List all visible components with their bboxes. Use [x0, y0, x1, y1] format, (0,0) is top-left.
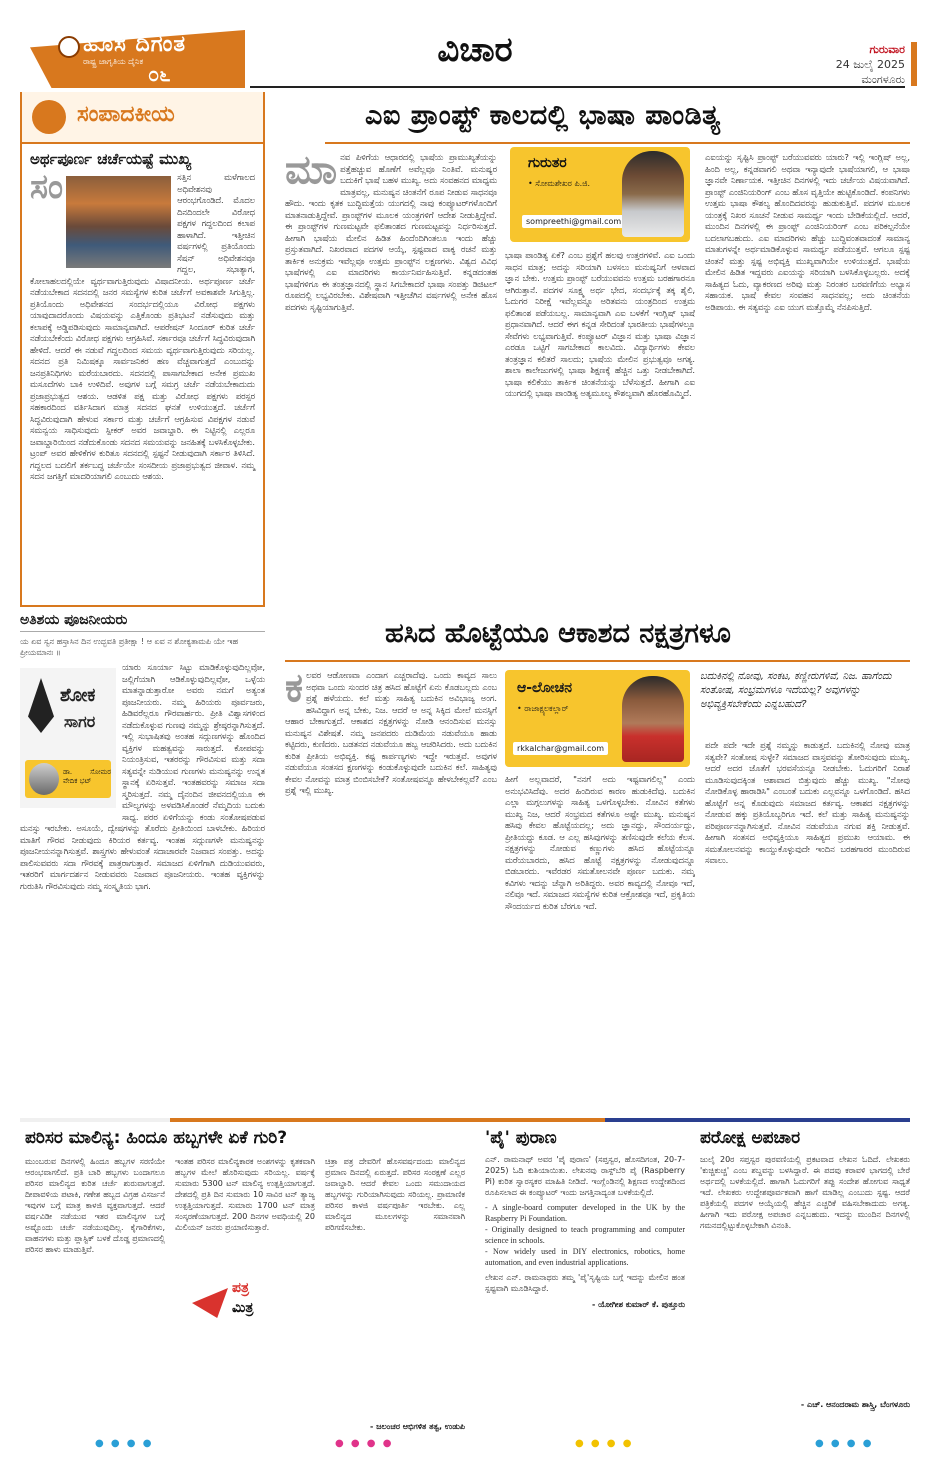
subhashita-body-wrap	[20, 662, 265, 1092]
subhashita-body: ಯಾರು ಸೂರ್ಯಾ ಸಿಟ್ಟು ಮಾಡಿಕೊಳ್ಳುವುದಿಲ್ಲವೋ, ಜಲ್ಲಿಗೆಯಾಗಿ ಆಡಿಕೊಳ್ಳುವುದಿಲ್ಲವೋ, ಒಳ್ಳೆಯ ಮಾತನ್ನಾಡುತ್ತಾರೋ ಅವರು ನಮಗೆ ಅತ್ಯಂತ ಪೂಜನೀಯರು. ನಮ್ಮ ಹಿರಿಯರು ಪೂರ್ವಜರು, ಹಿಡಿವರೆಲ್ಲರೂ ಗೌರವಾರ್ಹರು. ಪ್ರೀತಿ ವಿಶ್ವಾಸಗಳಿಂದ ನಡೆದುಕೊಳ್ಳುವ ಗುಣವು ನಮ್ಮನ್ನು ಶ್ರೇಷ್ಠರನ್ನಾಗಿಸುತ್ತದೆ. ಇಲ್ಲಿ ಸುಭಾಷಿತವು ಅಂತಹ ಸದ್ಗುಣಗಳನ್ನು ಹೊಂದಿದ ವ್ಯಕ್ತಿಗಳ ಮಹತ್ವವನ್ನು ಸಾರುತ್ತದೆ. ಕೋಪವನ್ನು ನಿಯಂತ್ರಿಸುವ, ಇತರರನ್ನು ಗೌರವಿಸುವ ಮತ್ತು ಸದಾ ಸತ್ಯವನ್ನೇ ನುಡಿಯುವ ಗುಣಗಳು ಮನುಷ್ಯನನ್ನು ಉನ್ನತ ಸ್ಥಾನಕ್ಕೆ ಏರಿಸುತ್ತವೆ. ಇಂತಹವರನ್ನು ಸಮಾಜ ಸದಾ ಸ್ಮರಿಸುತ್ತದೆ. ನಮ್ಮ ದೈನಂದಿನ ಜೀವನದಲ್ಲಿಯೂ ಈ ಮೌಲ್ಯಗಳನ್ನು ಅಳವಡಿಸಿಕೊಂಡರೆ ನೆಮ್ಮದಿಯ ಬದುಕು ಸಾಧ್ಯ. ಪರರ ಏಳಿಗೆಯನ್ನು ಕಂಡು ಸಂತೋಷಪಡುವ ಮನಸ್ಸು ಇರಬೇಕು. ಅಸೂಯೆ, ದ್ವೇಷಗಳನ್ನು ತೊರೆದು ಪ್ರೀತಿಯಿಂದ ಬಾಳಬೇಕು. ಹಿರಿಯರ ಮಾತಿಗೆ ಗೌರವ ನೀಡುವುದು ಕಿರಿಯರ ಕರ್ತವ್ಯ. ಇಂತಹ ಸದ್ಗುಣಗಳೇ ಮನುಷ್ಯನನ್ನು ಪೂಜನೀಯನನ್ನಾಗಿಸುತ್ತವೆ. ಶಾಸ್ತ್ರಗಳು ಹೇಳುವಂತೆ ಸದಾಚಾರವೇ ನಿಜವಾದ ಸಂಪತ್ತು. ಅದನ್ನು ಪಾಲಿಸುವವರು ಸದಾ ಗೌರವಕ್ಕೆ ಪಾತ್ರರಾಗುತ್ತಾರೆ. ಸಮಾಜದ ಏಳಿಗೆಗಾಗಿ ದುಡಿಯುವವರು, ಇತರರಿಗೆ ಮಾರ್ಗದರ್ಶನ ನೀಡುವವರು ನಿಜವಾದ ಪೂಜನೀಯರು. ಇಂತಹ ವ್ಯಕ್ತಿಗಳನ್ನು ಗುರುತಿಸಿ ಗೌರವಿಸುವುದು ನಮ್ಮ ಸಂಸ್ಕೃತಿಯ ಭಾಗ.	[20, 662, 265, 891]
lead-dropcap: ಮಾ	[285, 152, 338, 193]
letter-pi-point-2: - Originally designed to teach programming and computer science in schools.	[485, 1225, 685, 1245]
second-author-email[interactable]: rkkalchar@gmail.com	[513, 742, 608, 755]
second-column-2	[505, 774, 695, 1110]
parliament-photo	[66, 176, 171, 268]
shoka-author-tag	[25, 760, 111, 798]
pen-nib-icon	[28, 678, 54, 733]
letter-pollution-signature: - ಜಲಂಚರ ಆಭಿಗಳಿತ ತತ್ವ, ಉಡುಪಿ	[370, 1422, 465, 1431]
letter-pi-body-2: ಲೇಖನ ಎನ್. ರಾಮನಾಥರು ತಮ್ಮ 'ಪೈ'ಸೃಷ್ಟಿಯ ಬಗ್ಗೆ ಇದನ್ನು ಮೇಲಿನ ಹಂತ ಸ್ಪಷ್ಟವಾಗಿ ಮೂಡಿಸಿದ್ದಾರೆ.	[485, 1273, 685, 1293]
dateline-bar	[911, 42, 917, 86]
second-column-3	[705, 740, 910, 1110]
lead-headline: ಎಐ ಪ್ರಾಂಪ್ಟ್ ಕಾಲದಲ್ಲಿ ಭಾಷಾ ಪಾಂಡಿತ್ಯ	[365, 100, 721, 131]
shoka-sagara-badge	[20, 668, 116, 808]
letter-pollution-col3: ಚಿತ್ರಾ ಪತ್ರ ದೇವರಿಗೆ ಹೊಸವರ್ಷದಂದು ಮಾಲಿನ್ಯದ ಪ್ರಮಾಣ ದಿನದಲ್ಲಿ ಏರುತ್ತದೆ. ಪರಿಸರ ಸಂರಕ್ಷಣೆ ಎಲ್ಲರ ಜವಾಬ್ದಾರಿ. ಆದರೆ ಕೇವಲ ಒಂದು ಸಮುದಾಯದ ಹಬ್ಬಗಳನ್ನು ಗುರಿಯಾಗಿಸುವುದು ಸರಿಯಲ್ಲ. ಪ್ರಾಮಾಣಿಕ ಪರಿಸರ ಕಾಳಜಿ ವರ್ಷಪೂರ್ತಿ ಇರಬೇಕು. ಎಲ್ಲ ಮಾಲಿನ್ಯದ ಮೂಲಗಳನ್ನು ಸಮಾನವಾಗಿ ಪರಿಗಣಿಸಬೇಕು.	[325, 1157, 465, 1232]
letter-pollution-col1: ಮುಂಬರುವ ದಿನಗಳಲ್ಲಿ ಹಿಂದೂ ಹಬ್ಬಗಳ ಸರಣಿಯೇ ಆರಂಭವಾಗಲಿದೆ. ಪ್ರತಿ ಬಾರಿ ಹಬ್ಬಗಳು ಬಂದಾಗಲೂ ಪರಿಸರ ಮಾಲಿನ್ಯದ ಕುರಿತ ಚರ್ಚೆ ಶುರುವಾಗುತ್ತದೆ. ದೀಪಾವಳಿಯ ಪಟಾಕಿ, ಗಣೇಶ ಹಬ್ಬದ ವಿಗ್ರಹ ವಿಸರ್ಜನೆ ಇವುಗಳ ಬಗ್ಗೆ ಮಾತ್ರ ಕಾಳಜಿ ವ್ಯಕ್ತವಾಗುತ್ತದೆ. ಆದರೆ ವರ್ಷವಿಡೀ ನಡೆಯುವ ಇತರ ಮಾಲಿನ್ಯಗಳ ಬಗ್ಗೆ ಅಷ್ಟೊಂದು ಚರ್ಚೆ ನಡೆಯುವುದಿಲ್ಲ. ಕೈಗಾರಿಕೆಗಳು, ವಾಹನಗಳು ಮತ್ತು ಪ್ಲಾಸ್ಟಿಕ್ ಬಳಕೆ ದೊಡ್ಡ ಪ್ರಮಾಣದಲ್ಲಿ ಪರಿಸರ ಹಾಳು ಮಾಡುತ್ತಿವೆ.	[25, 1157, 165, 1254]
lead-column-name: ಗುರುತರ	[528, 155, 567, 171]
second-pullquote: ಬದುಕಿನಲ್ಲಿ ನೋವು, ಸಂಕಟ, ಕಣ್ಣೀರುಗಳಿವೆ, ನಿಜ. ಹಾಗೆಂದು ಸಂತೋಷ, ಸಂಭ್ರಮಗಳೂ ಇದೆಯಲ್ಲ? ಅವುಗಳನ್ನು ಅಭಿವ್ಯಕ್ತಿಸಬೇಕೆಂದು ಎನ್ನಬಹುದೆ?	[700, 671, 892, 710]
second-article	[285, 612, 910, 1112]
editorial-title: ಅರ್ಥಪೂರ್ಣ ಚರ್ಚೆಯಷ್ಟೆ ಮುಖ್ಯ	[30, 150, 192, 168]
bottom-bar-grey	[20, 1118, 170, 1122]
lead-author-byline: • ಸೋಮಶೇಖರ ಪಿ.ಜಿ.	[528, 179, 591, 188]
letter-pi-point-1: - A single-board computer developed in the UK by the Raspberry Pi Foundation.	[485, 1203, 685, 1223]
registration-dots-3: ● ● ● ●	[575, 1438, 634, 1449]
second-column-name: ಆ-ಲೋಚನ	[517, 680, 572, 696]
dateline-city: ಮಂಗಳೂರು	[861, 73, 905, 86]
lead-col1-text: ನವ ಪಿಳಿಗೆಯ ಆಧಾರದಲ್ಲಿ ಭಾಷೆಯ ಪ್ರಾಮುಖ್ಯತೆಯನ್ನು ಪತ್ತೆಹಚ್ಚುವ ಹೊಣೆಗೆ ಅವೆಲ್ಲವೂ ನಿಂತಿವೆ. ಮನುಷ್ಯರ ಬದುಕಿಗೆ ಭಾಷೆ ಬಹಳ ಮುಖ್ಯ. ಅದು ಸಂವಹನದ ಮಾಧ್ಯಮ ಮಾತ್ರವಲ್ಲ, ಮನುಷ್ಯನ ಚಿಂತನೆಗೆ ರೂಪ ನೀಡುವ ಸಾಧನವೂ ಹೌದು. ಇಂದು ಕೃತಕ ಬುದ್ಧಿಮತ್ತೆಯ ಯುಗದಲ್ಲಿ ನಾವು ಕಂಪ್ಯೂಟರ್‌ಗಳೊಂದಿಗೆ ಮಾತನಾಡುತ್ತಿದ್ದೇವೆ. ಪ್ರಾಂಪ್ಟ್‌ಗಳ ಮೂಲಕ ಯಂತ್ರಗಳಿಗೆ ಆದೇಶ ನೀಡುತ್ತಿದ್ದೇವೆ. ಈ ಪ್ರಾಂಪ್ಟ್‌ಗಳ ಗುಣಮಟ್ಟವೇ ಫಲಿತಾಂಶದ ಗುಣಮಟ್ಟವನ್ನು ನಿರ್ಧರಿಸುತ್ತದೆ. ಹೀಗಾಗಿ ಭಾಷೆಯ ಮೇಲಿನ ಹಿಡಿತ ಹಿಂದೆಂದಿಗಿಂತಲೂ ಇಂದು ಹೆಚ್ಚು ಪ್ರಸ್ತುತವಾಗಿದೆ. ನಿಖರವಾದ ಪದಗಳ ಆಯ್ಕೆ, ಸ್ಪಷ್ಟವಾದ ವಾಕ್ಯ ರಚನೆ ಮತ್ತು ತಾರ್ಕಿಕ ಅನುಕ್ರಮ ಇವೆಲ್ಲವೂ ಉತ್ತಮ ಪ್ರಾಂಪ್ಟ್‌ನ ಲಕ್ಷಣಗಳು. ವಿಶ್ವದ ವಿವಿಧ ಭಾಷೆಗಳಲ್ಲಿ ಎಐ ಮಾದರಿಗಳು ಕಾರ್ಯನಿರ್ವಹಿಸುತ್ತಿವೆ. ಕನ್ನಡದಂತಹ ಭಾಷೆಗಳಿಗೂ ಈ ತಂತ್ರಜ್ಞಾನದಲ್ಲಿ ಸ್ಥಾನ ಸಿಗಬೇಕಾದರೆ ಭಾಷಾ ಸಂಪತ್ತು ಡಿಜಿಟಲ್ ರೂಪದಲ್ಲಿ ಲಭ್ಯವಿರಬೇಕು. ವಿಶೇಷವಾಗಿ ಇತ್ತೀಚೆಗಿನ ವರ್ಷಗಳಲ್ಲಿ ಅನೇಕ ಹೊಸ ಪದಗಳು ಸೃಷ್ಟಿಯಾಗುತ್ತಿವೆ.	[285, 152, 497, 312]
patra-label: ಪತ್ರ	[232, 1280, 249, 1296]
dateline-day: ಗುರುವಾರ	[869, 43, 905, 56]
second-author-byline: • ರಾಜಾಕ್ಷ್ಯಲಕಲ್ಲಾರ್	[517, 704, 569, 713]
editorial-banner	[22, 92, 263, 144]
second-author-photo	[622, 676, 684, 762]
second-rule	[285, 660, 910, 662]
shoka-author-photo	[29, 763, 59, 795]
second-col1-text: ಲವರ ಆಡೋಣವಾ ಎಂದಾಗ ಎಚ್ಚರಾದೆವು. ಒಂದು ಕಾವ್ಯದ ಸಾಲು ಅಥವಾ ಒಂದು ಸುಂದರ ಚಿತ್ರ ಹಸಿದ ಹೊಟ್ಟೆಗೆ ಏನು ಕೊಡಬಲ್ಲದು ಎಂಬ ಪ್ರಶ್ನೆ ಹಳೆಯದು. ಕಲೆ ಮತ್ತು ಸಾಹಿತ್ಯ ಬದುಕಿನ ಅವಿಭಾಜ್ಯ ಅಂಗ. ಹಸಿವಿದ್ದಾಗ ಅನ್ನ ಬೇಕು, ನಿಜ. ಆದರೆ ಆ ಅನ್ನ ಸಿಕ್ಕಿದ ಮೇಲೆ ಮನಸ್ಸಿಗೆ ಆಹಾರ ಬೇಕಾಗುತ್ತದೆ. ಆಕಾಶದ ನಕ್ಷತ್ರಗಳನ್ನು ನೋಡಿ ಆನಂದಿಸುವ ಮನಸ್ಸು ಮನುಷ್ಯನ ವಿಶೇಷತೆ. ನಮ್ಮ ಜನಪದರು ದುಡಿಮೆಯ ನಡುವೆಯೂ ಹಾಡು ಕಟ್ಟಿದರು, ಕುಣಿದರು. ಬಡತನದ ನಡುವೆಯೂ ಹಬ್ಬ ಆಚರಿಸಿದರು. ಅದು ಬದುಕಿನ ಕುರಿತ ಪ್ರೀತಿಯ ಅಭಿವ್ಯಕ್ತಿ. ಕಷ್ಟ ಕಾರ್ಪಣ್ಯಗಳು ಇದ್ದೇ ಇರುತ್ತವೆ. ಅವುಗಳ ನಡುವೆಯೂ ಸಂತಸದ ಕ್ಷಣಗಳನ್ನು ಕಂಡುಕೊಳ್ಳುವುದೇ ಬದುಕಿನ ಕಲೆ. ಸಾಹಿತ್ಯವು ಕೇವಲ ನೋವನ್ನು ಮಾತ್ರ ಬಿಂಬಿಸಬೇಕೆ? ಸಂತೋಷವನ್ನೂ ಹೇಳಬೇಕಲ್ಲವೆ? ಎಂಬ ಪ್ರಶ್ನೆ ಇಲ್ಲಿ ಮುಖ್ಯ.	[285, 670, 497, 795]
shoka-author-name: ಡಾ. ಸೋಮರ ವೇದಿಕ ಭಟ್	[63, 768, 111, 785]
editorial-emblem-icon	[32, 100, 66, 134]
sagara-label: ಸಾಗರ	[64, 712, 96, 731]
lead-article	[285, 92, 910, 607]
letter-apachara-signature: - ಎಚ್. ಆನಂದರಾಮ ಶಾಸ್ತ್ರಿ, ಬೆಂಗಳೂರು	[800, 1400, 910, 1409]
editorial-column	[20, 92, 265, 607]
dateline	[836, 42, 905, 87]
paper-plane-icon	[192, 1288, 228, 1318]
letter-pollution-title: ಪರಿಸರ ಮಾಲಿನ್ಯ: ಹಿಂದೂ ಹಬ್ಬಗಳೇ ಏಕೆ ಗುರಿ?	[25, 1128, 288, 1148]
bottom-bar-blue	[605, 1118, 910, 1122]
masthead	[0, 0, 945, 92]
lead-author-photo	[622, 151, 684, 237]
second-dropcap: ಕ	[285, 670, 303, 711]
page-number: ೦೬	[148, 62, 171, 86]
registration-dots-1: ● ● ● ●	[95, 1438, 154, 1449]
letter-pi	[485, 1128, 685, 1433]
bottom-bar-orange	[170, 1118, 605, 1122]
letter-pi-point-3: - Now widely used in DIY electronics, robotics, home automation, and even industrial applications.	[485, 1247, 685, 1267]
letter-pi-body: ಎನ್. ರಾಮನಾಥ್ ಅವರ 'ಪೈ ಪುರಾಣ' (ಸಪ್ತಸ್ವರ, ಹೊಸದಿಗಂತ, 20-7-2025) ಓದಿ ಕುಶಿಯಾಯಿತು. ಲೇಖನವು ರಾಸ್ಪ್‌ಬೆರಿ ಪೈ (Raspberry Pi) ಕುರಿತ ಸ್ವಾರಸ್ಯಕರ ಮಾಹಿತಿ ನೀಡಿದೆ. ಇಂಗ್ಲೆಂಡಿನಲ್ಲಿ ಶಿಕ್ಷಣದ ಉದ್ದೇಶದಿಂದ ರೂಪಿಸಲಾದ ಈ ಕಂಪ್ಯೂಟರ್ ಇಂದು ಜಗತ್ತಿನಾದ್ಯಂತ ಬಳಕೆಯಲ್ಲಿದೆ.	[485, 1155, 685, 1197]
lead-col3-text: ಎಐಯನ್ನು ಸೃಷ್ಟಿಸಿ ಪ್ರಾಂಪ್ಟ್ ಬರೆಯುವವರು ಯಾರು? ಇಲ್ಲಿ ಇಂಗ್ಲಿಷ್ ಅಲ್ಲ, ಹಿಂದಿ ಅಲ್ಲ, ಕನ್ನಡವಾಗಲಿ ಅಥವಾ ಇನ್ಯಾವುದೇ ಭಾಷೆಯಾಗಲಿ, ಆ ಭಾಷಾ ಜ್ಞಾನವೇ ನಿರ್ಣಾಯಕ. ಇತ್ತೀಚಿನ ದಿನಗಳಲ್ಲಿ ಇದು ಚರ್ಚೆಯ ವಿಷಯವಾಗಿದೆ. ಪ್ರಾಂಪ್ಟ್ ಎಂಜಿನಿಯರಿಂಗ್ ಎಂಬ ಹೊಸ ವೃತ್ತಿಯೇ ಹುಟ್ಟಿಕೊಂಡಿದೆ. ಕಂಪನಿಗಳು ಉತ್ತಮ ಭಾಷಾ ಕೌಶಲ್ಯ ಹೊಂದಿದವರನ್ನು ಹುಡುಕುತ್ತಿವೆ. ಪದಗಳ ಮೂಲಕ ಯಂತ್ರಕ್ಕೆ ನಿಖರ ಸೂಚನೆ ನೀಡುವ ಸಾಮರ್ಥ್ಯ ಇಂದು ಬೇಡಿಕೆಯಲ್ಲಿದೆ. ಆದರೆ, ಮುಂದಿನ ದಿನಗಳಲ್ಲಿ ಈ ಪ್ರಾಂಪ್ಟ್ ಎಂಜಿನಿಯರಿಂಗ್ ಎಂಬ ಪರಿಕಲ್ಪನೆಯೇ ಬದಲಾಗಬಹುದು. ಎಐ ಮಾದರಿಗಳು ಹೆಚ್ಚು ಬುದ್ಧಿವಂತವಾದಂತೆ ಸಾಮಾನ್ಯ ಮಾತುಗಳನ್ನೇ ಅರ್ಥಮಾಡಿಕೊಳ್ಳುವ ಸಾಮರ್ಥ್ಯ ಪಡೆಯುತ್ತವೆ. ಆಗಲೂ ಸ್ಪಷ್ಟ ಚಿಂತನೆ ಮತ್ತು ಸ್ಪಷ್ಟ ಅಭಿವ್ಯಕ್ತಿ ಮುಖ್ಯವಾಗಿಯೇ ಉಳಿಯುತ್ತದೆ. ಭಾಷೆಯ ಮೇಲಿನ ಹಿಡಿತ ಇದ್ದವರು ಎಐಯನ್ನು ಸರಿಯಾಗಿ ಬಳಸಿಕೊಳ್ಳಬಲ್ಲರು. ಅದಕ್ಕೆ ಸಾಹಿತ್ಯದ ಓದು, ವ್ಯಾಕರಣದ ಅರಿವು ಮತ್ತು ನಿರಂತರ ಬರವಣಿಗೆಯ ಅಭ್ಯಾಸ ಸಹಾಯಕ. ಭಾಷೆ ಕೇವಲ ಸಂವಹನ ಸಾಧನವಲ್ಲ; ಅದು ಚಿಂತನೆಯ ಅಡಿಪಾಯ. ಈ ಸತ್ಯವನ್ನು ಎಐ ಯುಗ ಮತ್ತೊಮ್ಮೆ ನೆನಪಿಸುತ್ತಿದೆ.	[705, 152, 910, 312]
registration-dots-4: ● ● ● ●	[815, 1438, 874, 1449]
masthead-rule	[250, 86, 905, 88]
mitra-label: ಮಿತ್ರ	[232, 1300, 254, 1316]
second-col2-text: ಹೀಗೆ ಅಲ್ಲವಾದರೆ, "ನನಗೆ ಅದು ಇಷ್ಟವಾಗಲಿಲ್ಲ" ಎಂದು ಅನುಭವಿಸಿದೆವು. ಅದರ ಹಿಂದಿರುವ ಕಾರಣ ಹುಡುಕಿದೆವು. ಬದುಕಿನ ಎಲ್ಲಾ ಮಗ್ಗಲುಗಳನ್ನು ಸಾಹಿತ್ಯ ಒಳಗೊಳ್ಳಬೇಕು. ನೋವಿನ ಕತೆಗಳು ಮುಖ್ಯ ನಿಜ, ಆದರೆ ಸಂಭ್ರಮದ ಕತೆಗಳೂ ಅಷ್ಟೇ ಮುಖ್ಯ. ಮನುಷ್ಯನ ಹಸಿವು ಕೇವಲ ಹೊಟ್ಟೆಯದಲ್ಲ; ಅದು ಜ್ಞಾನದ್ದು, ಸೌಂದರ್ಯದ್ದು, ಪ್ರೀತಿಯದ್ದು ಕೂಡ. ಆ ಎಲ್ಲ ಹಸಿವುಗಳನ್ನು ತಣಿಸುವುದೇ ಕಲೆಯ ಕೆಲಸ. ನಕ್ಷತ್ರಗಳನ್ನು ನೋಡುವ ಕಣ್ಣುಗಳು ಹಸಿದ ಹೊಟ್ಟೆಯನ್ನೂ ಮರೆಯಬಾರದು, ಹಸಿದ ಹೊಟ್ಟೆ ನಕ್ಷತ್ರಗಳನ್ನು ನೋಡುವುದನ್ನೂ ಬಿಡಬಾರದು. ಇವೆರಡರ ಸಮತೋಲನವೇ ಪೂರ್ಣ ಬದುಕು. ನಮ್ಮ ಕವಿಗಳು ಇದನ್ನು ಚೆನ್ನಾಗಿ ಅರಿತಿದ್ದರು. ಅವರ ಕಾವ್ಯದಲ್ಲಿ ನೋವೂ ಇದೆ, ನಲಿವೂ ಇದೆ. ಸಮಾಜದ ಸಮಸ್ಯೆಗಳ ಕುರಿತ ಆಕ್ರೋಶವೂ ಇದೆ, ಪ್ರಕೃತಿಯ ಸೌಂದರ್ಯದ ಕುರಿತ ಬೆರಗೂ ಇದೆ.	[505, 774, 695, 911]
paper-tagline: ರಾಷ್ಟ್ರ ಜಾಗೃತಿಯ ದೈನಿಕ	[83, 57, 144, 66]
patra-mitra-badge	[192, 1278, 267, 1330]
subhashita-verse: ಯ ಏವ ಸ್ವನ ಹಸ್ತಾಸಿನ ದಿನ ಉದ್ಭವತಿ ಪ್ರತೀಕ್ಷಾ ! ಆ ಏವ ನ ಶೋಕ್ಯತಾಮಪಿ ಯೇ ಇಹ ಪ್ರೀಯಮಾನಃ ॥	[20, 637, 238, 657]
editorial-body-wrap	[30, 167, 255, 483]
letter-apachara-body: ಜುಲೈ 20ರ ಸಪ್ತಸ್ವರ ಪುರವಣಿಯಲ್ಲಿ ಪ್ರಕಟವಾದ ಲೇಖನ ಓದಿದೆ. ಲೇಖಕರು 'ಕುಚ್ಚಿಕುಚ್ಚ' ಎಂಬ ಶಬ್ದವನ್ನು ಬಳಸಿದ್ದಾರೆ. ಈ ಪದವು ಕರಾವಳಿ ಭಾಗದಲ್ಲಿ ಬೇರೆ ಅರ್ಥದಲ್ಲಿ ಬಳಕೆಯಲ್ಲಿದೆ. ಹಾಗಾಗಿ ಓದುಗರಿಗೆ ತಪ್ಪು ಸಂದೇಶ ಹೋಗುವ ಸಾಧ್ಯತೆ ಇದೆ. ಲೇಖಕರು ಉದ್ದೇಶಪೂರ್ವಕವಾಗಿ ಹಾಗೆ ಮಾಡಿಲ್ಲ ಎಂಬುದು ಸ್ಪಷ್ಟ. ಆದರೆ ಪತ್ರಿಕೆಯಲ್ಲಿ ಪದಗಳ ಆಯ್ಕೆಯಲ್ಲಿ ಹೆಚ್ಚಿನ ಎಚ್ಚರಿಕೆ ವಹಿಸಬೇಕಾದುದು ಅಗತ್ಯ. ಹೀಗಾಗಿ ಇದು ಪರೋಕ್ಷ ಅಪಚಾರ ಎನ್ನಬಹುದು. ಇದನ್ನು ಮುಂದಿನ ದಿನಗಳಲ್ಲಿ ಗಮನದಲ್ಲಿಟ್ಟುಕೊಳ್ಳಬೇಕಾಗಿ ವಿನಂತಿ.	[700, 1155, 910, 1230]
lead-rule	[325, 142, 910, 144]
lead-col2-text: ಭಾಷಾ ಪಾಂಡಿತ್ಯ ಏಕೆ? ಎಂಬ ಪ್ರಶ್ನೆಗೆ ಹಲವು ಉತ್ತರಗಳಿವೆ. ಎಐ ಒಂದು ಸಾಧನ ಮಾತ್ರ; ಅದನ್ನು ಸರಿಯಾಗಿ ಬಳಸಲು ಮನುಷ್ಯನಿಗೆ ಆಳವಾದ ಜ್ಞಾನ ಬೇಕು. ಉತ್ತಮ ಪ್ರಾಂಪ್ಟ್ ಬರೆಯುವವನು ಉತ್ತಮ ಬರಹಗಾರನೂ ಆಗಿರುತ್ತಾನೆ. ಪದಗಳ ಸೂಕ್ಷ್ಮ ಅರ್ಥ ಭೇದ, ಸಂದರ್ಭಕ್ಕೆ ತಕ್ಕ ಶೈಲಿ, ಓದುಗರ ನಿರೀಕ್ಷೆ ಇವೆಲ್ಲವನ್ನೂ ಅರಿತವನು ಯಂತ್ರದಿಂದ ಉತ್ತಮ ಫಲಿತಾಂಶ ಪಡೆಯಬಲ್ಲ. ಸಾಮಾನ್ಯವಾಗಿ ಎಐ ಬಳಕೆಗೆ ಇಂಗ್ಲಿಷ್ ಭಾಷೆ ಪ್ರಧಾನವಾಗಿದೆ. ಆದರೆ ಈಗ ಕನ್ನಡ ಸೇರಿದಂತೆ ಭಾರತೀಯ ಭಾಷೆಗಳಲ್ಲೂ ಸೇವೆಗಳು ಲಭ್ಯವಾಗುತ್ತಿವೆ. ಕಂಪ್ಯೂಟರ್ ವಿಜ್ಞಾನ ಮತ್ತು ಭಾಷಾ ವಿಜ್ಞಾನ ಎರಡೂ ಒಟ್ಟಿಗೆ ಸಾಗಬೇಕಾದ ಕಾಲವಿದು. ವಿದ್ಯಾರ್ಥಿಗಳು ಕೇವಲ ತಂತ್ರಜ್ಞಾನ ಕಲಿತರೆ ಸಾಲದು; ಭಾಷೆಯ ಮೇಲಿನ ಪ್ರಭುತ್ವವೂ ಅಗತ್ಯ. ಶಾಲಾ ಕಾಲೇಜುಗಳಲ್ಲಿ ಭಾಷಾ ಶಿಕ್ಷಣಕ್ಕೆ ಹೆಚ್ಚಿನ ಒತ್ತು ನೀಡಬೇಕಾಗಿದೆ. ಭಾಷಾ ಕಲಿಕೆಯು ತಾರ್ಕಿಕ ಚಿಂತನೆಯನ್ನು ಬೆಳೆಸುತ್ತದೆ. ಹೀಗಾಗಿ ಎಐ ಯುಗದಲ್ಲಿ ಭಾಷಾ ಪಾಂಡಿತ್ಯ ಅತ್ಯಮೂಲ್ಯ ಕೌಶಲ್ಯವಾಗಿ ಹೊರಹೊಮ್ಮಿದೆ.	[505, 250, 695, 398]
letter-apachara-title: ಪರೋಕ್ಷ ಅಪಚಾರ	[700, 1128, 801, 1148]
lead-column-1	[285, 152, 497, 592]
letter-pollution-col2a: ಇಂತಹ ಪರಿಸರ ಮಾಲಿನ್ಯಕಾರಕ ಅಂಶಗಳನ್ನು ಕೃತಕವಾಗಿ ಹಬ್ಬಗಳ ಮೇಲೆ ಹೊರಿಸುವುದು ಸರಿಯಲ್ಲ. ವರ್ಷಕ್ಕೆ ಸುಮಾರು 5300 ಟನ್ ಮಾಲಿನ್ಯ ಉತ್ಪತ್ತಿಯಾಗುತ್ತದೆ. ದೇಶದಲ್ಲಿ ಪ್ರತಿ ದಿನ ಸುಮಾರು 10 ಸಾವಿರ ಟನ್ ತ್ಯಾಜ್ಯ ಉತ್ಪತ್ತಿಯಾಗುತ್ತದೆ. ಸುಮಾರು 1700 ಟನ್ ಮಾತ್ರ ಸಂಸ್ಕರಣೆಯಾಗುತ್ತದೆ. 200 ದಿನಗಳ ಅವಧಿಯಲ್ಲಿ 20 ಮಿಲಿಯನ್ ಜನರು ಪ್ರಯಾಣಿಸುತ್ತಾರೆ.	[175, 1157, 315, 1232]
second-author-box	[505, 670, 690, 767]
letter-apachara	[700, 1128, 910, 1433]
dateline-date: 24 ಜುಲೈ 2025	[835, 58, 905, 71]
lead-author-email[interactable]: sompreethi@gmail.com	[522, 215, 625, 228]
lead-author-box	[510, 147, 690, 242]
editorial-dropcap: ಸಂ	[30, 167, 64, 207]
second-headline: ಹಸಿದ ಹೊಟ್ಟೆಯೂ ಆಕಾಶದ ನಕ್ಷತ್ರಗಳೂ	[385, 618, 731, 649]
shoka-label: ಶೋಕ	[60, 685, 96, 706]
second-col3-text: ಪದೇ ಪದೇ ಇದೇ ಪ್ರಶ್ನೆ ನಮ್ಮನ್ನು ಕಾಡುತ್ತದೆ. ಬದುಕಿನಲ್ಲಿ ನೋವು ಮಾತ್ರ ಸತ್ಯವೇ? ಸಂತೋಷ ಸುಳ್ಳೇ? ಸಮಾಜದ ವಾಸ್ತವವನ್ನು ತೋರಿಸುವುದು ಮುಖ್ಯ. ಆದರೆ ಅದರ ಜೊತೆಗೆ ಭರವಸೆಯನ್ನೂ ನೀಡಬೇಕು. ಓದುಗರಿಗೆ ನಿರಾಶೆ ಮೂಡಿಸುವುದಕ್ಕಿಂತ ಆಶಾವಾದ ಬಿತ್ತುವುದು ಹೆಚ್ಚು ಮುಖ್ಯ. "ನೋವು ನೋಡಿಕೊಳ್ಳ ಹಾರಾಡಿಸಿ" ಎಂಬಂತೆ ಬದುಕು ಎಲ್ಲವನ್ನೂ ಒಳಗೊಂಡಿದೆ. ಹಸಿದ ಹೊಟ್ಟೆಗೆ ಅನ್ನ ಕೊಡುವುದು ಸಮಾಜದ ಕರ್ತವ್ಯ. ಆಕಾಶದ ನಕ್ಷತ್ರಗಳನ್ನು ನೋಡುವ ಹಕ್ಕು ಪ್ರತಿಯೊಬ್ಬರಿಗೂ ಇದೆ. ಕಲೆ ಮತ್ತು ಸಾಹಿತ್ಯ ಮನುಷ್ಯನನ್ನು ಪರಿಪೂರ್ಣನನ್ನಾಗಿಸುತ್ತವೆ. ನೋವಿನ ನಡುವೆಯೂ ನಗುವ ಶಕ್ತಿ ನೀಡುತ್ತವೆ. ಹೀಗಾಗಿ ಸಂತಸದ ಅಭಿವ್ಯಕ್ತಿಯೂ ಸಾಹಿತ್ಯದ ಪ್ರಮುಖ ಆಯಾಮ. ಈ ಸಮತೋಲನವನ್ನು ಕಾಯ್ದುಕೊಳ್ಳುವುದೇ ಇಂದಿನ ಬರಹಗಾರರ ಮುಂದಿರುವ ಸವಾಲು.	[705, 740, 910, 865]
paper-name: ಹೊಸ ದಿಗಂತ	[83, 32, 187, 57]
letter-pi-signature: - ಯೋಗೀಶ ಕುಮಾರ್ ಕೆ. ಪುತ್ತೂರು	[591, 1300, 685, 1309]
registration-dots-2: ● ● ● ●	[335, 1438, 394, 1449]
section-title: ವಿಚಾರ	[437, 30, 513, 70]
subhashita-title: ಅತಿಶಯ ಪೂಜನೀಯರು	[20, 612, 265, 632]
editorial-body: ಸತ್ತಿನ ಮಳೆಗಾಲದ ಅಧಿವೇಶನವು ಆರಂಭಗೊಂಡಿದೆ. ಮೊದಲ ದಿನದಿಂದಲೇ ವಿರೋಧ ಪಕ್ಷಗಳ ಗದ್ದಲದಿಂದ ಕಲಾಪ ಹಾಳಾಗಿದೆ. ಇತ್ತೀಚಿನ ವರ್ಷಗಳಲ್ಲಿ ಪ್ರತಿಯೊಂದು ಸೆಷನ್ ಅಧಿವೇಶನವೂ ಗದ್ದಲ, ಸಭಾತ್ಯಾಗ, ಕೋಲಾಹಲದಲ್ಲಿಯೇ ವ್ಯರ್ಥವಾಗುತ್ತಿರುವುದು ವಿಷಾದನೀಯ. ಅರ್ಥಪೂರ್ಣ ಚರ್ಚೆ ನಡೆಯಬೇಕಾದ ಸದನದಲ್ಲಿ ಜನರ ಸಮಸ್ಯೆಗಳ ಕುರಿತ ಚರ್ಚೆಗೆ ಅವಕಾಶವೇ ಸಿಗುತ್ತಿಲ್ಲ. ಪ್ರತಿಯೊಂದು ಅಧಿವೇಶನದ ಸಂದರ್ಭದಲ್ಲಿಯೂ ವಿರೋಧ ಪಕ್ಷಗಳು ಯಾವುದಾದರೊಂದು ವಿಷಯವನ್ನು ಎತ್ತಿಕೊಂಡು ಪ್ರತಿಭಟನೆ ನಡೆಸುವುದು ಮತ್ತು ಕಲಾಪಕ್ಕೆ ಅಡ್ಡಿಪಡಿಸುವುದು ಸಾಮಾನ್ಯವಾಗಿದೆ. ಆಪರೇಷನ್ ಸಿಂದೂರ್ ಕುರಿತ ಚರ್ಚೆ ನಡೆಯಬೇಕೆಂದು ವಿರೋಧ ಪಕ್ಷಗಳು ಆಗ್ರಹಿಸಿವೆ. ಸರ್ಕಾರವೂ ಚರ್ಚೆಗೆ ಸಿದ್ಧವಿರುವುದಾಗಿ ಹೇಳಿದೆ. ಆದರೆ ಈ ನಡುವೆ ಗದ್ದಲದಿಂದ ಸಮಯ ವ್ಯರ್ಥವಾಗುತ್ತಿರುವುದು ಸರಿಯಲ್ಲ. ಸದನದ ಪ್ರತಿ ನಿಮಿಷಕ್ಕೂ ಸಾರ್ವಜನಿಕರ ಹಣ ವೆಚ್ಚವಾಗುತ್ತದೆ ಎಂಬುದನ್ನು ಜನಪ್ರತಿನಿಧಿಗಳು ಮರೆಯಬಾರದು. ಸದನದಲ್ಲಿ ಪಾಸಾಗಬೇಕಾದ ಅನೇಕ ಪ್ರಮುಖ ಮಸೂದೆಗಳು ಬಾಕಿ ಉಳಿದಿವೆ. ಅವುಗಳ ಬಗ್ಗೆ ಸಮಗ್ರ ಚರ್ಚೆ ನಡೆಯಬೇಕಾದುದು ಪ್ರಜಾಪ್ರಭುತ್ವದ ಆಶಯ. ಆಡಳಿತ ಪಕ್ಷ ಮತ್ತು ವಿರೋಧ ಪಕ್ಷಗಳು ಪರಸ್ಪರ ಸಹಕಾರದಿಂದ ವರ್ತಿಸಿದಾಗ ಮಾತ್ರ ಸದನದ ಘನತೆ ಉಳಿಯುತ್ತದೆ. ಚರ್ಚೆಗೆ ಸಿದ್ಧವಿರುವುದಾಗಿ ಹೇಳುವ ಸರ್ಕಾರ ಮತ್ತು ಚರ್ಚೆಗೆ ಆಗ್ರಹಿಸುವ ವಿಪಕ್ಷಗಳ ನಡುವೆ ಸಮನ್ವಯ ಸಾಧಿಸುವುದು ಸ್ಪೀಕರ್ ಅವರ ಜವಾಬ್ದಾರಿ. ಈ ನಿಟ್ಟಿನಲ್ಲಿ ಎಲ್ಲರೂ ಜವಾಬ್ದಾರಿಯಿಂದ ನಡೆದುಕೊಂಡು ಸದನದ ಸಮಯವನ್ನು ಜನಹಿತಕ್ಕೆ ಬಳಸಿಕೊಳ್ಳಬೇಕು. ಟ್ರಂಪ್ ಅವರ ಹೇಳಿಕೆಗಳ ಕುರಿತೂ ಸದನದಲ್ಲಿ ಸ್ಪಷ್ಟನೆ ನೀಡುವುದಾಗಿ ಸರ್ಕಾರ ತಿಳಿಸಿದೆ. ಗದ್ದಲದ ಬದಲಿಗೆ ತರ್ಕಬದ್ಧ ಚರ್ಚೆಯೇ ಸಂಸದೀಯ ಪ್ರಜಾಪ್ರಭುತ್ವದ ಜೀವಾಳ. ನಮ್ಮ ಸದನ ಜಗತ್ತಿಗೆ ಮಾದರಿಯಾಗಲಿ ಎಂಬುದು ಆಶಯ.	[30, 172, 255, 481]
editorial-banner-label: ಸಂಪಾದಕೀಯ	[77, 102, 175, 127]
lead-column-2	[505, 250, 695, 595]
subhashita-column	[20, 612, 265, 1112]
second-column-1	[285, 670, 497, 1110]
lead-column-3	[705, 152, 910, 592]
letter-pi-title: 'ಪೈ' ಪುರಾಣ	[485, 1128, 557, 1148]
